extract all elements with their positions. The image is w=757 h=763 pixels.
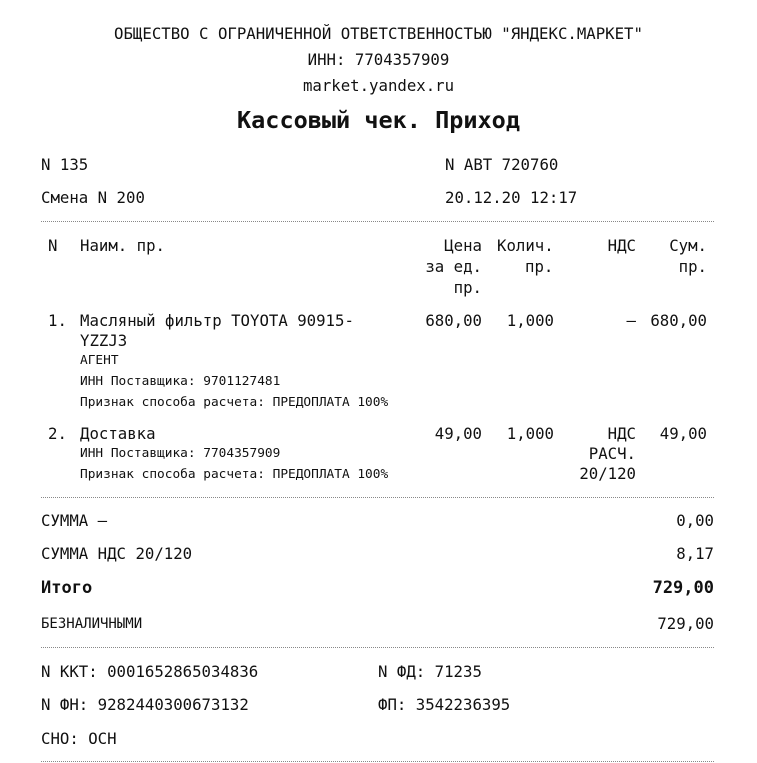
shift: Смена N 200 — [41, 188, 145, 207]
item-detail: ИНН Поставщика: 7704357909 — [80, 446, 281, 461]
fd-number: N ФД: 71235 — [378, 662, 482, 681]
item-number: 1. — [48, 311, 67, 330]
col-name: Наим. пр. — [80, 236, 166, 255]
item-sum: 49,00 — [659, 424, 707, 443]
item-vat: — — [626, 311, 636, 330]
vat-value: 8,17 — [676, 544, 714, 563]
fn-number: N ФН: 9282440300673132 — [41, 695, 249, 714]
item-detail: АГЕНТ — [80, 353, 119, 368]
cashless-label: БЕЗНАЛИЧНЫМИ — [41, 616, 143, 632]
col-vat: НДС — [607, 236, 636, 255]
datetime: 20.12.20 12:17 — [445, 188, 578, 207]
col-sum: пр. — [678, 257, 707, 276]
sum-label: СУММА — — [41, 511, 108, 530]
divider — [41, 647, 714, 648]
divider — [41, 761, 714, 762]
col-qty: Колич. — [497, 236, 554, 255]
fp-number: ФП: 3542236395 — [378, 695, 511, 714]
col-price: пр. — [453, 278, 482, 297]
item-vat: НДС — [607, 424, 636, 443]
col-n: N — [48, 236, 58, 255]
vat-label: СУММА НДС 20/120 — [41, 544, 193, 563]
auto-number: N АВТ 720760 — [445, 155, 559, 174]
item-qty: 1,000 — [506, 424, 554, 443]
receipt-number: N 135 — [41, 155, 89, 174]
total-label: Итого — [41, 578, 93, 598]
item-detail: Признак способа расчета: ПРЕДОПЛАТА 100% — [80, 395, 389, 410]
item-name: YZZJ3 — [80, 331, 128, 350]
tax-system: СНО: ОСН — [41, 729, 117, 748]
item-detail: ИНН Поставщика: 9701127481 — [80, 374, 281, 389]
item-detail: Признак способа расчета: ПРЕДОПЛАТА 100% — [80, 467, 389, 482]
divider — [41, 497, 714, 498]
item-price: 49,00 — [434, 424, 482, 443]
total-value: 729,00 — [652, 578, 714, 598]
item-vat: РАСЧ. — [588, 444, 636, 463]
col-qty: пр. — [525, 257, 554, 276]
col-price: Цена — [444, 236, 482, 255]
col-sum: Сум. — [669, 236, 707, 255]
kkt-number: N ККТ: 0001652865034836 — [41, 662, 259, 681]
col-price: за ед. — [425, 257, 482, 276]
item-name: Доставка — [80, 424, 156, 443]
company-name: ОБЩЕСТВО С ОГРАНИЧЕННОЙ ОТВЕТСТВЕННОСТЬЮ "ЯНДЕКС.МАРКЕТ" — [114, 24, 643, 43]
item-number: 2. — [48, 424, 67, 443]
item-sum: 680,00 — [650, 311, 707, 330]
item-price: 680,00 — [425, 311, 482, 330]
page-title: Кассовый чек. Приход — [237, 106, 520, 134]
item-qty: 1,000 — [506, 311, 554, 330]
sum-value: 0,00 — [676, 511, 714, 530]
company-site: market.yandex.ru — [302, 76, 455, 95]
company-inn: ИНН: 7704357909 — [307, 50, 450, 69]
item-vat: 20/120 — [579, 464, 636, 483]
item-name: Масляный фильтр TOYOTA 90915- — [80, 311, 354, 330]
cashless-value: 729,00 — [657, 614, 714, 633]
divider — [41, 221, 714, 222]
